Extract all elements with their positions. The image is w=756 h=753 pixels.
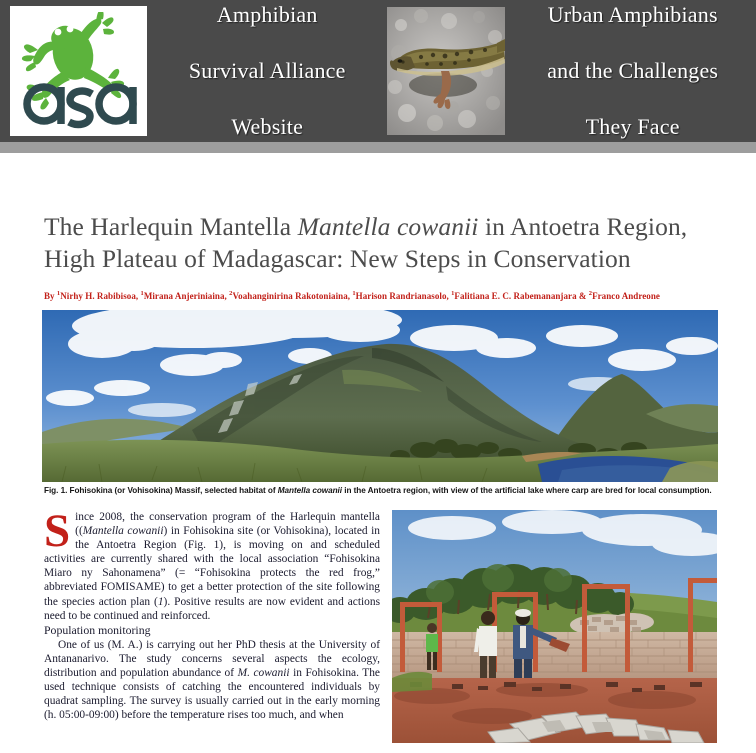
article-body-column [44,505,380,722]
page-title-part2: in Antoetra Region, High Plateau of Madagascar: New Steps in Conservation [44,212,688,274]
page-title-part1: The Harlequin Mantella [44,212,298,242]
para1-ref: 1 [157,595,164,608]
massif-photo-svg [42,310,718,482]
construction-photo-svg [392,510,717,743]
byline-sup: 1 [56,290,61,297]
banner-divider [0,142,756,153]
fohisokina-massif-photo [42,310,718,482]
drop-cap: S [44,505,71,557]
figure1-caption-species: Mantella cowanii [277,486,342,495]
byline-sup: 2 [588,290,593,297]
para2-seg-a: One of us (M. A.) is carrying out her PhD thesis at the University of Antananarivo. The study concerns several aspects the ecology, distribution and population abundance of [44,638,380,679]
banner-left-title-text: Amphibian Survival Alliance Website [188,1,346,140]
figure1-caption-lead: Fig. 1. Fohisokina (or Vohisokina) Massif, selected habitat of [44,486,278,495]
byline-sup: 2 [229,290,233,297]
banner-right-title-text: Urban Amphibians and the Challenges They Face [547,1,719,140]
author-name: Falitiana E. C. Rabemananjara [454,291,577,301]
site-banner [0,0,756,142]
para1-species: Mantella cowanii [82,525,164,538]
byline-sup: 1 [352,290,356,297]
figure1-caption [44,486,734,495]
author-name: Voahanginirina Rakotoniaina [232,291,348,301]
para1-seg-b: ) in Fohisokina site (or Vohisokina), located in the Antoetra Region (Fig. 1), is moving on and scheduled activities are currently shared with the local association “Fohisokina Miaro ny Sahonamena” (= “Fohisokina protects the red frog,” abbreviated FOMISAME) to get a better protection of the site following the species action plan ( [44,525,380,608]
body-paragraph-2 [44,638,380,723]
asa-logo[interactable] [10,6,147,136]
byline-sup: 1 [451,290,455,297]
para2-seg-b: in Fohisokina. The used technique consists of catching the encountered individuals by quadrat sampling. The survey is usually carried out in the early morning (h. 05:00-09:00) before the temperature rises too much, and when [44,666,380,722]
author-name: Nirhy H. Rabibisoa [60,291,136,301]
para1-seg-c: ). Positive results are now evident and actions need to be continued and reinforced. [44,595,380,622]
author-name: Mirana Anjeriniaina [143,291,225,301]
author-name: Harison Randrianasolo [355,291,447,301]
lizard-photo-svg [387,7,505,135]
para1-seg-a: ince 2008, the conservation program of the Harlequin mantella ( [75,511,380,538]
asa-logo-svg [16,12,141,130]
lizard-photo [387,7,505,135]
para2-species: M. cowanii [237,666,290,679]
byline-sup: 1 [140,290,144,297]
article-page [0,153,756,753]
construction-site-photo [392,510,717,743]
banner-right-title [505,0,756,142]
section-heading-population-monitoring: Population monitoring [44,622,151,637]
body-paragraph-1: Since 2008, the conservation program of the Harlequin mantella ((Mantella cowanii) in Fohisokina site (or Vohisokina), located in the Antoetra Region (Fig. 1), is moving on and scheduled activities are currently shared with the local association “Fohisokina Miaro ny Sahonamena” (= “Fohisokina protects the red frog,” abbreviated FOMISAME) to get a better protection of the site following the species action plan (1). Positive results are now evident and actions need to be continued and reinforced. [44,505,380,622]
banner-left-title [147,0,387,142]
page-title-species: Mantella cowanii [297,212,479,242]
figure1-caption-tail: in the Antoetra region, with view of the artificial lake where carp are bred for local consumption. [342,486,712,495]
page-title [44,211,734,276]
author-name: Franco Andreone [592,291,660,301]
byline: By $^1$Nirhy H. Rabibisoa, $^1$Mirana Anjeriniaina, $^2$Voahanginirina Rakotoniaina, $^1$Harison Randrianasolo, $^1$Falitiana E. C. Rabemananjara & $^2$Franco Andreone [44,290,660,301]
byline-prefix: By [44,291,57,301]
